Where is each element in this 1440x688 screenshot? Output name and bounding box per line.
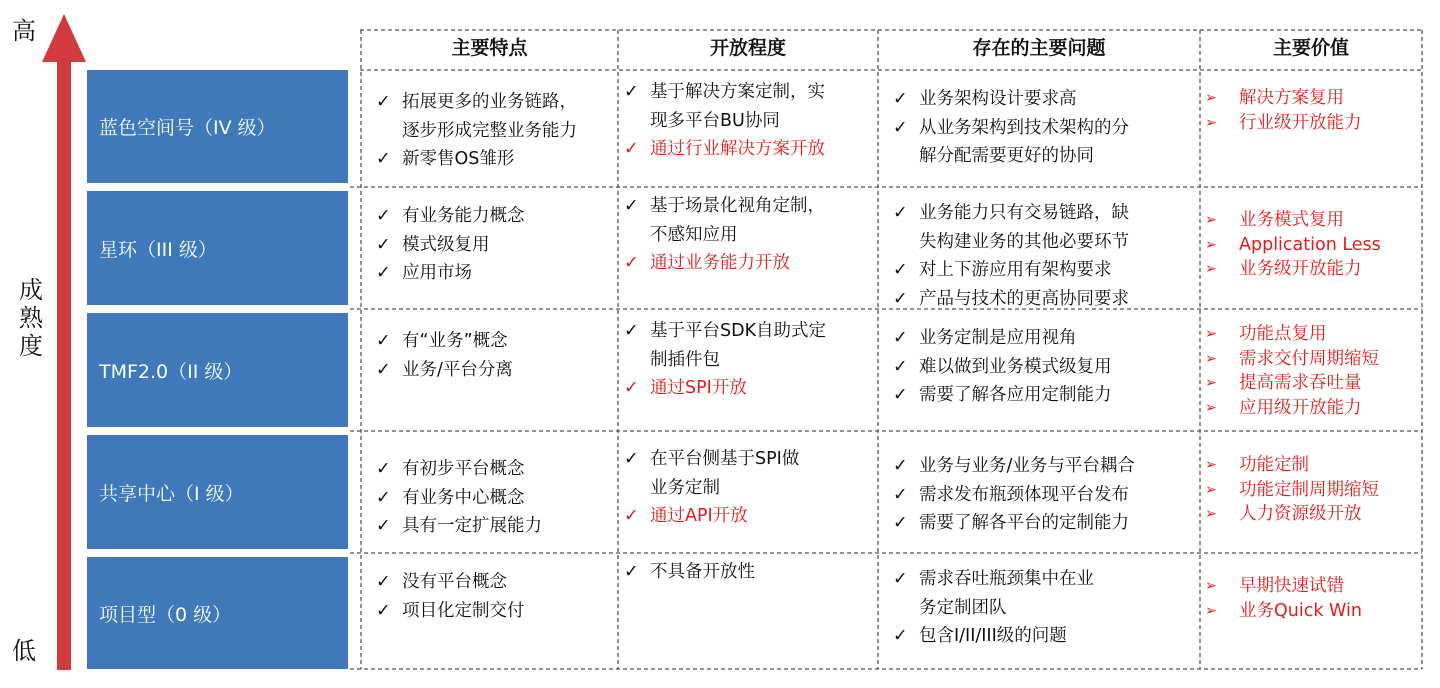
arrow-bullet-icon: ➢ — [1205, 90, 1217, 106]
issue-item-line: 业务定制是应用视角 — [919, 328, 1077, 348]
check-icon: ✓ — [893, 260, 908, 280]
check-icon: ✓ — [624, 562, 639, 582]
value-item — [1205, 574, 1362, 599]
axis-low-label: 低 — [12, 637, 36, 665]
value-item — [1205, 478, 1379, 503]
arrow-bullet-icon: ➢ — [1205, 602, 1217, 619]
feature-item — [376, 327, 513, 356]
issue-item — [893, 353, 1112, 382]
issue-item-line: 从业务架构到技术架构的分 — [919, 117, 1129, 138]
check-icon: ✓ — [893, 117, 908, 138]
column-header-issues: 存在的主要问题 — [972, 37, 1106, 59]
feature-item-line: 具有一定扩展能力 — [402, 516, 542, 536]
value-item-line: 功能点复用 — [1239, 324, 1327, 344]
arrow-bullet-icon: ➢ — [1205, 399, 1217, 416]
openness-cell — [624, 317, 826, 403]
value-item-line: 早期快速试错 — [1239, 576, 1344, 596]
check-icon: ✓ — [893, 356, 908, 377]
arrow-bullet-icon: ➢ — [1205, 578, 1217, 594]
value-item — [1205, 599, 1362, 624]
value-item-line: 业务模式复用 — [1239, 210, 1344, 230]
features-cell — [376, 327, 513, 384]
features-cell — [376, 202, 525, 288]
level-box: 蓝色空间号（IV 级） — [87, 70, 348, 183]
value-item — [1205, 322, 1379, 347]
axis-maturity-char: 成 — [19, 276, 43, 304]
issue-item-line: 产品与技术的更高协同要求 — [919, 288, 1129, 309]
value-item — [1205, 111, 1362, 136]
check-icon: ✓ — [624, 82, 639, 102]
openness-item-line: 不具备开放性 — [650, 562, 755, 582]
feature-item-line: 有业务中心概念 — [402, 487, 525, 508]
check-icon: ✓ — [376, 487, 391, 508]
openness-item-line: 通过SPI开放 — [650, 378, 747, 398]
value-item-line: 需求交付周期缩短 — [1239, 348, 1379, 369]
check-icon: ✓ — [376, 263, 391, 283]
check-icon: ✓ — [376, 572, 391, 592]
feature-item — [376, 145, 577, 174]
check-icon: ✓ — [376, 234, 391, 255]
feature-item — [376, 231, 525, 260]
features-cell — [376, 568, 525, 625]
issues-cell — [893, 565, 1094, 651]
feature-item-line: 没有平台概念 — [402, 572, 507, 592]
values-cell — [1205, 86, 1362, 135]
feature-item — [376, 512, 542, 541]
issues-cell — [893, 324, 1112, 410]
check-icon: ✓ — [376, 359, 391, 380]
openness-item-line: 通过业务能力开放 — [650, 253, 790, 273]
value-item-line: 应用级开放能力 — [1239, 397, 1362, 418]
column-header-features: 主要特点 — [451, 37, 528, 59]
check-icon: ✓ — [624, 196, 639, 216]
check-icon: ✓ — [624, 449, 639, 469]
openness-item — [624, 192, 825, 249]
arrow-bullet-icon: ➢ — [1205, 326, 1217, 342]
openness-item — [624, 317, 826, 374]
value-item-line: 业务Quick Win — [1239, 600, 1362, 621]
value-item-line: Application Less — [1239, 234, 1381, 255]
check-icon: ✓ — [893, 385, 908, 405]
level-box: 共享中心（I 级） — [87, 435, 348, 549]
check-icon: ✓ — [376, 331, 391, 351]
openness-item — [624, 135, 825, 164]
issue-item — [893, 85, 1129, 114]
issue-item-line: 需求吞吐瓶颈集中在业 — [919, 569, 1094, 589]
issue-item-line: 业务与业务/业务与平台耦合 — [919, 456, 1135, 476]
arrow-bullet-icon: ➢ — [1205, 114, 1217, 131]
check-icon: ✓ — [893, 626, 908, 646]
issues-cell — [893, 199, 1129, 313]
check-icon: ✓ — [893, 569, 908, 589]
level-box: TMF2.0（II 级） — [87, 313, 348, 427]
check-icon: ✓ — [893, 89, 908, 109]
check-icon: ✓ — [893, 484, 908, 505]
openness-item-line: 不感知应用 — [650, 224, 738, 245]
feature-item-line: 应用市场 — [402, 263, 472, 283]
arrow-bullet-icon: ➢ — [1205, 236, 1217, 253]
openness-item — [624, 445, 799, 502]
issue-item-line: 解分配需要更好的协同 — [919, 146, 1094, 166]
issue-item — [893, 381, 1112, 410]
check-icon: ✓ — [624, 378, 639, 398]
issue-item-line: 包含I/II/III级的问题 — [919, 626, 1067, 646]
axis-maturity-char: 度 — [19, 332, 43, 360]
check-icon: ✓ — [376, 516, 391, 536]
arrow-bullet-icon: ➢ — [1205, 481, 1217, 498]
feature-item-line: 有初步平台概念 — [402, 459, 525, 479]
check-icon: ✓ — [376, 459, 391, 479]
feature-item — [376, 259, 525, 288]
value-item-line: 人力资源级开放 — [1239, 504, 1362, 525]
arrow-bullet-icon: ➢ — [1205, 261, 1217, 278]
openness-item-line: 基于平台SDK自助式定 — [650, 321, 827, 341]
issue-item — [893, 565, 1094, 622]
check-icon: ✓ — [376, 206, 391, 226]
issue-item-line: 需要了解各应用定制能力 — [919, 385, 1112, 405]
features-cell — [376, 455, 542, 541]
value-item-line: 提高需求吞吐量 — [1239, 373, 1362, 394]
value-item — [1205, 502, 1379, 527]
openness-cell — [624, 78, 825, 164]
features-cell — [376, 88, 577, 174]
issue-item — [893, 481, 1135, 510]
feature-item — [376, 568, 525, 597]
column-header-values: 主要价值 — [1272, 37, 1349, 59]
feature-item-line: 项目化定制交付 — [402, 600, 525, 621]
value-item — [1205, 86, 1362, 111]
openness-item — [624, 502, 799, 531]
feature-item-line: 拓展更多的业务链路， — [402, 92, 577, 112]
issue-item-line: 失构建业务的其他必要环节 — [919, 231, 1129, 252]
check-icon: ✓ — [893, 288, 908, 309]
arrow-bullet-icon: ➢ — [1205, 350, 1217, 367]
feature-item — [376, 597, 525, 626]
openness-item-line: 基于解决方案定制，实 — [650, 82, 825, 102]
issue-item-line: 需要了解各平台的定制能力 — [919, 513, 1129, 533]
values-cell — [1205, 322, 1379, 420]
level-box: 项目型（0 级） — [87, 557, 348, 669]
arrow-bullet-icon: ➢ — [1205, 506, 1217, 523]
openness-cell — [624, 558, 755, 587]
value-item — [1205, 453, 1379, 478]
level-box: 星环（III 级） — [87, 191, 348, 305]
feature-item — [376, 202, 525, 231]
check-icon: ✓ — [376, 149, 391, 169]
openness-item — [624, 249, 825, 278]
issue-item — [893, 452, 1135, 481]
feature-item-line: 新零售OS雏形 — [402, 149, 515, 169]
issue-item-line: 难以做到业务模式级复用 — [919, 356, 1112, 377]
issues-cell — [893, 85, 1129, 171]
arrow-bullet-icon: ➢ — [1205, 375, 1217, 392]
issue-item-line: 业务能力只有交易链路，缺 — [919, 203, 1129, 223]
openness-item-line: 通过API开放 — [650, 506, 748, 526]
value-item — [1205, 208, 1381, 233]
issue-item — [893, 509, 1135, 538]
issue-item-line: 对上下游应用有架构要求 — [919, 260, 1112, 280]
issue-item — [893, 199, 1129, 256]
openness-item-line: 通过行业解决方案开放 — [650, 139, 825, 159]
check-icon: ✓ — [893, 513, 908, 533]
check-icon: ✓ — [624, 253, 639, 273]
issue-item-line: 务定制团队 — [919, 597, 1007, 618]
openness-item-line: 基于场景化视角定制， — [650, 196, 825, 216]
issue-item — [893, 285, 1129, 314]
feature-item-line: 模式级复用 — [402, 234, 490, 255]
check-icon: ✓ — [893, 456, 908, 476]
value-item — [1205, 347, 1379, 372]
arrow-bullet-icon: ➢ — [1205, 212, 1217, 228]
value-item-line: 业务级开放能力 — [1239, 259, 1362, 280]
issues-cell — [893, 452, 1135, 538]
value-item-line: 解决方案复用 — [1239, 88, 1344, 108]
value-item — [1205, 233, 1381, 258]
feature-item — [376, 484, 542, 513]
issue-item — [893, 622, 1094, 651]
axis-high-label: 高 — [12, 17, 36, 45]
check-icon: ✓ — [624, 321, 639, 341]
openness-cell — [624, 192, 825, 278]
openness-cell — [624, 445, 799, 531]
openness-item-line: 业务定制 — [650, 477, 720, 498]
value-item-line: 功能定制周期缩短 — [1239, 479, 1379, 500]
issue-item-line: 业务架构设计要求高 — [919, 89, 1077, 109]
axis-maturity-char: 熟 — [19, 304, 43, 332]
issue-item — [893, 256, 1129, 285]
openness-item-line: 制插件包 — [650, 349, 720, 370]
feature-item — [376, 455, 542, 484]
value-item — [1205, 396, 1379, 421]
feature-item-line: 业务/平台分离 — [402, 359, 513, 380]
value-item — [1205, 371, 1379, 396]
feature-item — [376, 88, 577, 145]
openness-item — [624, 374, 826, 403]
openness-item — [624, 78, 825, 135]
check-icon: ✓ — [893, 328, 908, 348]
feature-item-line: 有业务能力概念 — [402, 206, 525, 226]
check-icon: ✓ — [376, 600, 391, 621]
openness-item-line: 在平台侧基于SPI做 — [650, 449, 800, 469]
feature-item-line: 有“业务”概念 — [402, 331, 508, 351]
check-icon: ✓ — [893, 203, 908, 223]
column-header-openness: 开放程度 — [709, 37, 786, 59]
feature-item — [376, 356, 513, 385]
check-icon: ✓ — [376, 92, 391, 112]
value-item-line: 功能定制 — [1239, 455, 1309, 475]
openness-item — [624, 558, 755, 587]
issue-item — [893, 114, 1129, 171]
issue-item-line: 需求发布瓶颈体现平台发布 — [919, 484, 1129, 505]
openness-item-line: 现多平台BU协同 — [650, 110, 780, 131]
feature-item-line: 逐步形成完整业务能力 — [402, 120, 577, 141]
values-cell — [1205, 453, 1379, 527]
check-icon: ✓ — [624, 139, 639, 159]
values-cell — [1205, 208, 1381, 282]
arrow-bullet-icon: ➢ — [1205, 457, 1217, 473]
maturity-arrow-icon — [40, 14, 88, 674]
value-item-line: 行业级开放能力 — [1239, 112, 1362, 133]
issue-item — [893, 324, 1112, 353]
values-cell — [1205, 574, 1362, 623]
value-item — [1205, 257, 1381, 282]
check-icon: ✓ — [624, 506, 639, 526]
